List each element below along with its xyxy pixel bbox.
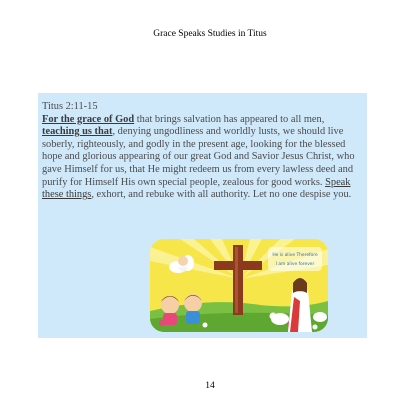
page-header: Grace Speaks Studies in Titus xyxy=(153,29,267,39)
caption-line-1: He is alive Therefore xyxy=(272,253,318,258)
caption-line-2: I am alive forever xyxy=(275,262,315,267)
caption-banner xyxy=(268,247,322,271)
easter-cross-illustration xyxy=(150,239,328,332)
scripture-reference: Titus 2:11-15 xyxy=(42,101,98,112)
page-number: 14 xyxy=(205,381,215,391)
highlight-teaching-us-that: teaching us that xyxy=(42,126,113,138)
passage-text-1: that brings salvation has appeared to all men, xyxy=(134,113,325,125)
highlight-speak-these-things: Speak these things xyxy=(42,176,351,201)
scripture-passage xyxy=(42,101,364,202)
highlight-grace-of-god: For the grace of God xyxy=(42,113,135,125)
scripture-card xyxy=(38,93,367,338)
passage-text-2: , denying ungodliness and worldly lusts, we should live soberly, righteously, and godly in the present age, looking for the blessed hope and glorious appearing of our great God and Savior Jesus Christ, who gave Himself for us, that He might redeem us from every lawless deed and purify for Himself His own special people, zealous for good works. xyxy=(42,126,355,188)
passage-text-3: , exhort, and rebuke with all authority. Let no one despise you. xyxy=(91,189,352,201)
